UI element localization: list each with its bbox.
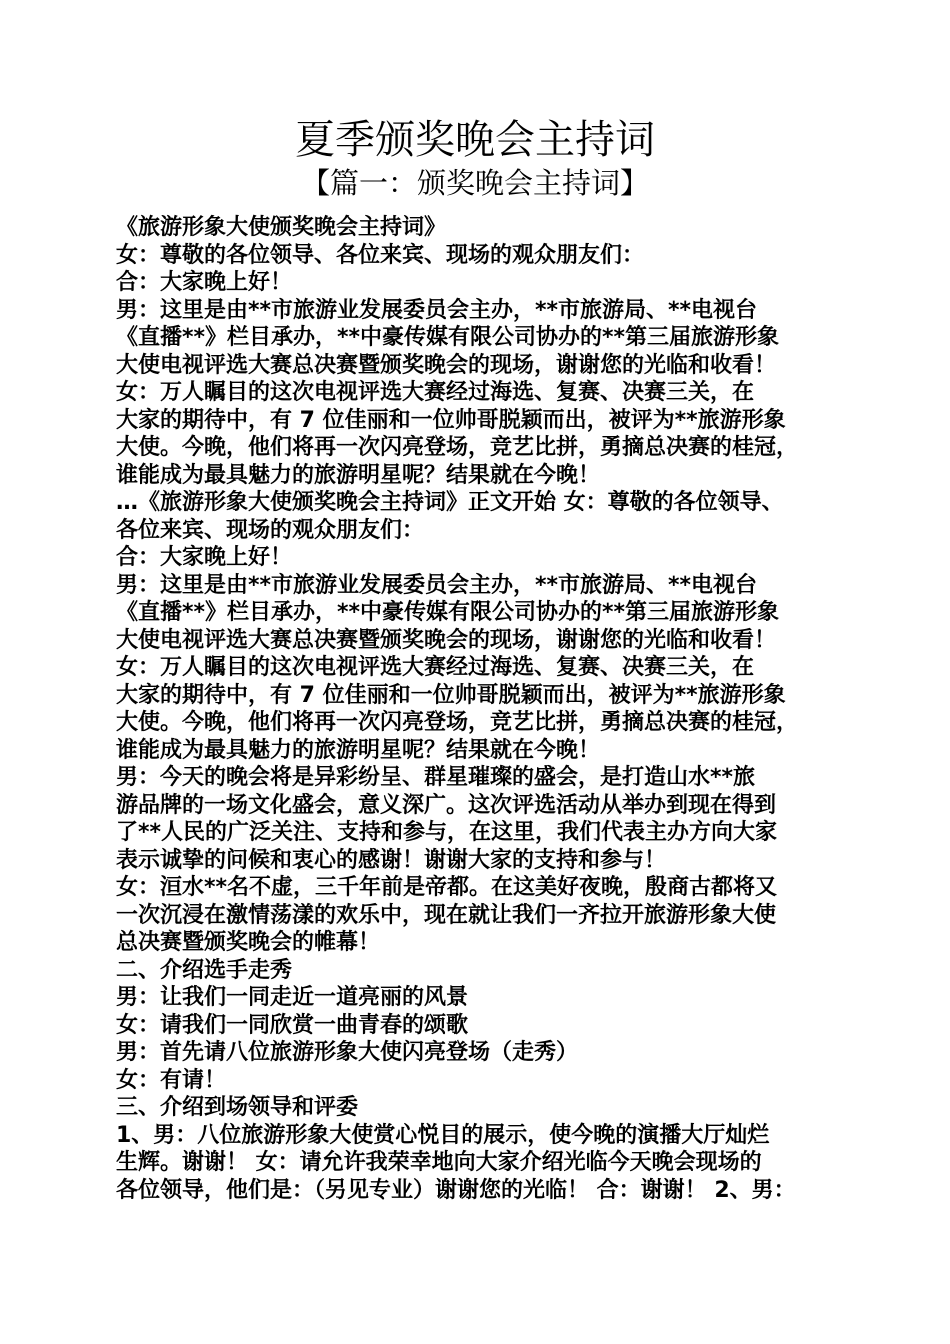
body-line: 女：请我们一同欣赏一曲青春的颂歌 <box>116 1012 469 1038</box>
document-subtitle: 【篇一：颁奖晚会主持词】 <box>300 166 649 200</box>
body-line: 三、介绍到场领导和评委 <box>116 1095 359 1120</box>
body-line: 《旅游形象大使颁奖晚会主持词》 <box>116 215 447 240</box>
body-line: 男：今天的晚会将是异彩纷呈、群星璀璨的盛会，是打造山水**旅 <box>116 765 756 790</box>
body-line: 谁能成为最具魅力的旅游明星呢？结果就在今晚！ <box>116 462 601 488</box>
body-line: 游品牌的一场文化盛会，意义深广。这次评选活动从举办到现在得到 <box>116 792 777 818</box>
body-line: 各位领导，他们是：（另见专业）谢谢您的光临！ 合：谢谢！ 2、男： <box>116 1177 796 1203</box>
body-line: 男：首先请八位旅游形象大使闪亮登场（走秀） <box>116 1040 579 1065</box>
body-line: 表示诚挚的问候和衷心的感谢！谢谢大家的支持和参与！ <box>116 847 667 873</box>
body-line: 大家的期待中，有 7 位佳丽和一位帅哥脱颖而出，被评为**旅游形象 <box>116 407 786 433</box>
body-line: 大使电视评选大赛总决赛暨颁奖晚会的现场，谢谢您的光临和收看！ <box>116 352 777 378</box>
body-line: 一次沉浸在激情荡漾的欢乐中，现在就让我们一齐拉开旅游形象大使 <box>116 902 777 928</box>
body-line: 《直播**》栏目承办，**中豪传媒有限公司协办的**第三届旅游形象 <box>116 600 780 625</box>
body-line: 二、介绍选手走秀 <box>116 957 293 983</box>
body-line: 各位来宾、现场的观众朋友们： <box>116 517 425 543</box>
body-line: 大家的期待中，有 7 位佳丽和一位帅哥脱颖而出，被评为**旅游形象 <box>116 682 786 708</box>
body-line: 男：让我们一同走近一道亮丽的风景 <box>116 985 469 1010</box>
body-line: 1、男：八位旅游形象大使赏心悦目的展示，使今晚的演播大厅灿烂 <box>116 1122 770 1148</box>
body-line: 《直播**》栏目承办，**中豪传媒有限公司协办的**第三届旅游形象 <box>116 325 780 350</box>
body-line: 合：大家晚上好！ <box>116 270 293 295</box>
body-line: 大使。今晚，他们将再一次闪亮登场，竞艺比拼，勇摘总决赛的桂冠， <box>116 435 799 460</box>
body-line: 合：大家晚上好！ <box>116 545 293 570</box>
body-line: 大使。今晚，他们将再一次闪亮登场，竞艺比拼，勇摘总决赛的桂冠， <box>116 710 799 735</box>
body-line: 女：万人瞩目的这次电视评选大赛经过海选、复赛、决赛三关，在 <box>116 655 755 680</box>
body-line: 女：万人瞩目的这次电视评选大赛经过海选、复赛、决赛三关，在 <box>116 380 755 405</box>
body-line: 总决赛暨颁奖晚会的帷幕！ <box>116 930 381 955</box>
body-line: 男：这里是由**市旅游业发展委员会主办，**市旅游局、**电视台 <box>116 572 758 598</box>
body-line: 了**人民的广泛关注、支持和参与，在这里，我们代表主办方向大家 <box>116 820 778 845</box>
body-line: 女：尊敬的各位领导、各位来宾、现场的观众朋友们： <box>116 242 645 268</box>
body-line: 女：有请！ <box>116 1067 227 1093</box>
body-line: …《旅游形象大使颁奖晚会主持词》正文开始 女：尊敬的各位领导、 <box>116 490 784 515</box>
body-line: 大使电视评选大赛总决赛暨颁奖晚会的现场，谢谢您的光临和收看！ <box>116 627 777 653</box>
body-line: 生辉。谢谢！ 女：请允许我荣幸地向大家介绍光临今天晚会现场的 <box>116 1150 762 1175</box>
body-line: 女：洹水**名不虚，三千年前是帝都。在这美好夜晚，殷商古都将又 <box>116 875 778 900</box>
body-line: 男：这里是由**市旅游业发展委员会主办，**市旅游局、**电视台 <box>116 297 758 323</box>
document-title: 夏季颁奖晚会主持词 <box>295 117 655 163</box>
body-line: 谁能成为最具魅力的旅游明星呢？结果就在今晚！ <box>116 737 601 763</box>
document-body <box>116 214 850 1204</box>
